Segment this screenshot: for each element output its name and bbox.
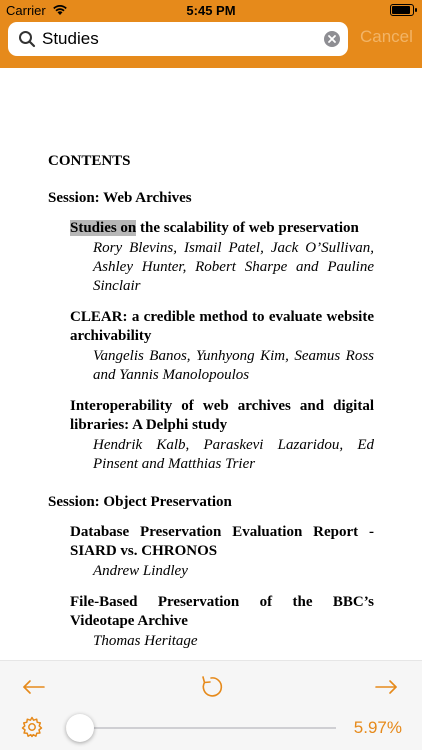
progress-slider-thumb[interactable]	[66, 714, 94, 742]
status-bar	[0, 0, 422, 20]
entry-authors: Andrew Lindley	[93, 563, 188, 579]
top-header	[0, 0, 422, 68]
session-title: Session: Object Preservation	[48, 494, 232, 510]
arrow-left-icon[interactable]	[20, 673, 48, 701]
arrow-right-icon[interactable]	[372, 673, 400, 701]
toc-entry[interactable]	[70, 523, 374, 581]
book-page	[48, 148, 374, 660]
progress-slider-track[interactable]	[66, 727, 336, 729]
entry-title: File-Based Preservation of the BBC’s Videotape Archive	[70, 594, 374, 629]
toc-entry[interactable]	[70, 219, 374, 296]
entry-authors: Hendrik Kalb, Paraskevi Lazaridou, Ed Pinsent and Matthias Trier	[93, 437, 374, 472]
refresh-icon[interactable]	[197, 673, 225, 701]
entry-authors: Vangelis Banos, Yunhyong Kim, Seamus Ross and Yannis Manolopoulos	[93, 348, 374, 383]
cancel-button[interactable]: Cancel	[360, 27, 413, 46]
reader-toolbar	[0, 660, 422, 750]
session-title: Session: Web Archives	[48, 190, 192, 206]
entry-title: Database Preservation Evaluation Report - SIARD vs. CHRONOS	[70, 524, 374, 559]
search-icon	[18, 30, 36, 48]
search-bar[interactable]	[8, 22, 348, 56]
entry-title: CLEAR: a credible method to evaluate website archivability	[70, 309, 374, 344]
carrier-label: Carrier	[6, 3, 46, 18]
page-heading: CONTENTS	[48, 153, 131, 169]
entry-title	[70, 219, 374, 238]
gear-icon[interactable]	[20, 715, 44, 739]
battery-icon	[390, 4, 414, 16]
clock: 5:45 PM	[186, 3, 236, 18]
toc-entry[interactable]	[70, 397, 374, 474]
progress-percent: 5.97%	[353, 718, 402, 737]
entry-authors: Thomas Heritage	[93, 633, 198, 649]
toc-entry[interactable]	[70, 308, 374, 385]
entry-authors: Rory Blevins, Ismail Patel, Jack O’Sullivan, Ashley Hunter, Robert Sharpe and Pauline Sinclair	[93, 240, 374, 294]
entry-title: Interoperability of web archives and digital libraries: A Delphi study	[70, 398, 374, 433]
entry-title-rest: the scalability of web preservation	[136, 220, 359, 236]
clear-search-icon[interactable]	[324, 31, 340, 47]
toc-entry[interactable]	[70, 593, 374, 651]
search-input[interactable]	[42, 26, 322, 52]
search-highlight: Studies on	[70, 220, 137, 236]
